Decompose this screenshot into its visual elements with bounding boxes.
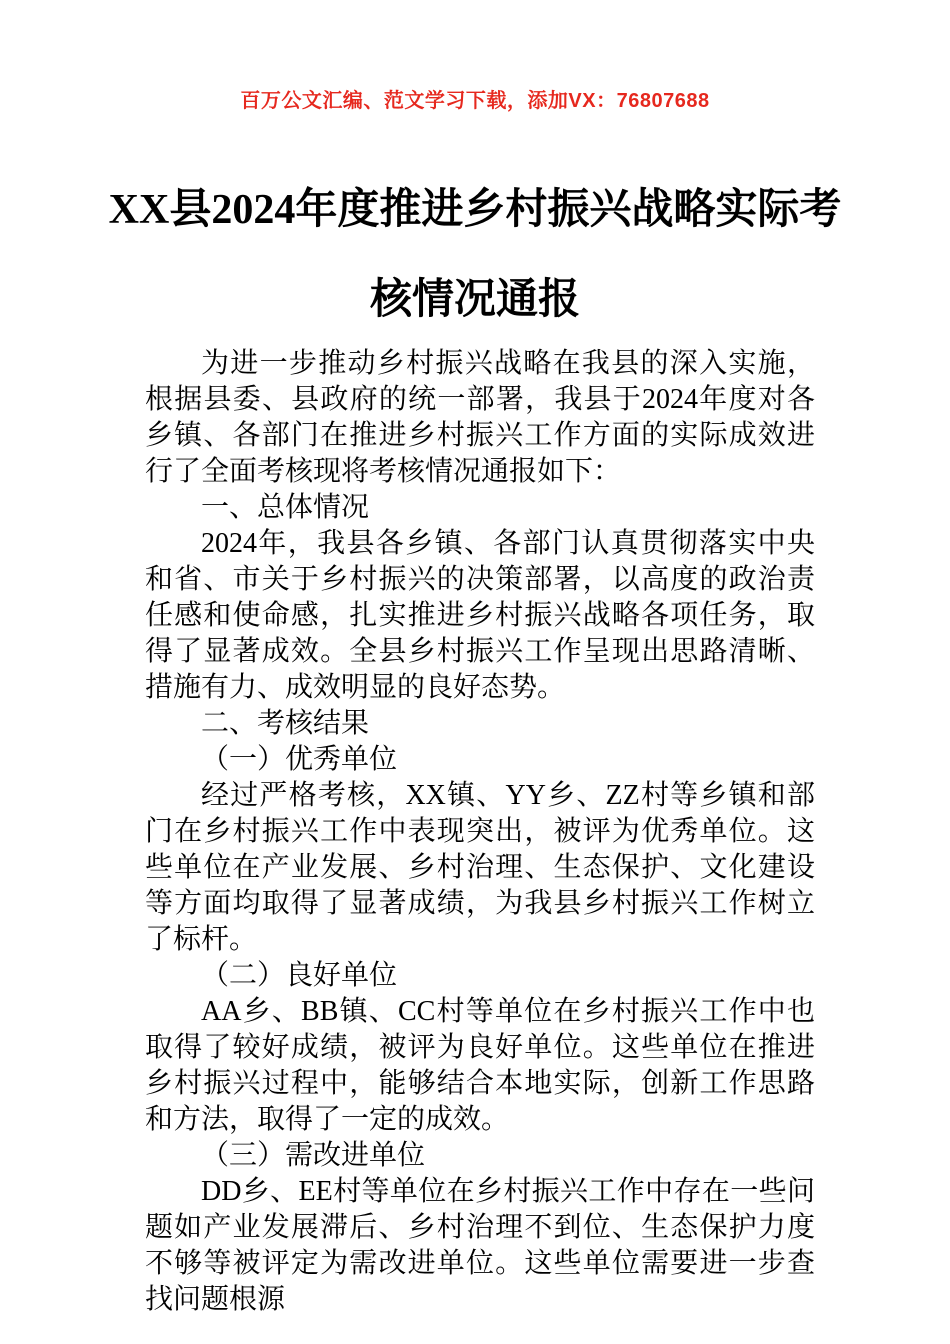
section-heading-overall: 一、总体情况 — [201, 492, 370, 523]
subsection-heading-needs-improvement-units: （三）需改进单位 — [201, 1140, 426, 1171]
section-heading-results: 二、考核结果 — [201, 708, 370, 739]
document-title — [0, 165, 950, 345]
paragraph-good-units: AA乡、BB镇、CC村等单位在乡村振兴工作中也取得了较好成绩，被评为良好单位。这些单位在推进乡村振兴过程中，能够结合本地实际，创新工作思路和方法，取得了一定的成效。 — [145, 996, 815, 1135]
subsection-heading-good-units: （二）良好单位 — [201, 960, 398, 991]
promo-watermark-text: 百万公文汇编、范文学习下载，添加VX：76807688 — [240, 90, 710, 112]
paragraph-needs-improvement-units: DD乡、EE村等单位在乡村振兴工作中存在一些问题如产业发展滞后、乡村治理不到位、生态保护力度不够等被评定为需改进单位。这些单位需要进一步查找问题根源 — [145, 1176, 815, 1315]
paragraph-excellent-units: 经过严格考核，XX镇、YY乡、ZZ村等乡镇和部门在乡村振兴工作中表现突出，被评为优秀单位。这些单位在产业发展、乡村治理、生态保护、文化建设等方面均取得了显著成绩，为我县乡村振兴工作树立了标杆。 — [145, 780, 815, 955]
document-body — [145, 346, 815, 1318]
subsection-heading-excellent-units: （一）优秀单位 — [201, 744, 398, 775]
title-line-2: 核情况通报 — [369, 277, 580, 323]
title-line-1: XX县2024年度推进乡村振兴战略实际考 — [108, 187, 842, 233]
paragraph-overall-situation: 2024年，我县各乡镇、各部门认真贯彻落实中央和省、市关于乡村振兴的决策部署，以高度的政治责任感和使命感，扎实推进乡村振兴战略各项任务，取得了显著成效。全县乡村振兴工作呈现出思路清晰、措施有力、成效明显的良好态势。 — [145, 528, 815, 703]
paragraph-intro: 为进一步推动乡村振兴战略在我县的深入实施，根据县委、县政府的统一部署，我县于2024年度对各乡镇、各部门在推进乡村振兴工作方面的实际成效进行了全面考核现将考核情况通报如下： — [145, 348, 815, 487]
